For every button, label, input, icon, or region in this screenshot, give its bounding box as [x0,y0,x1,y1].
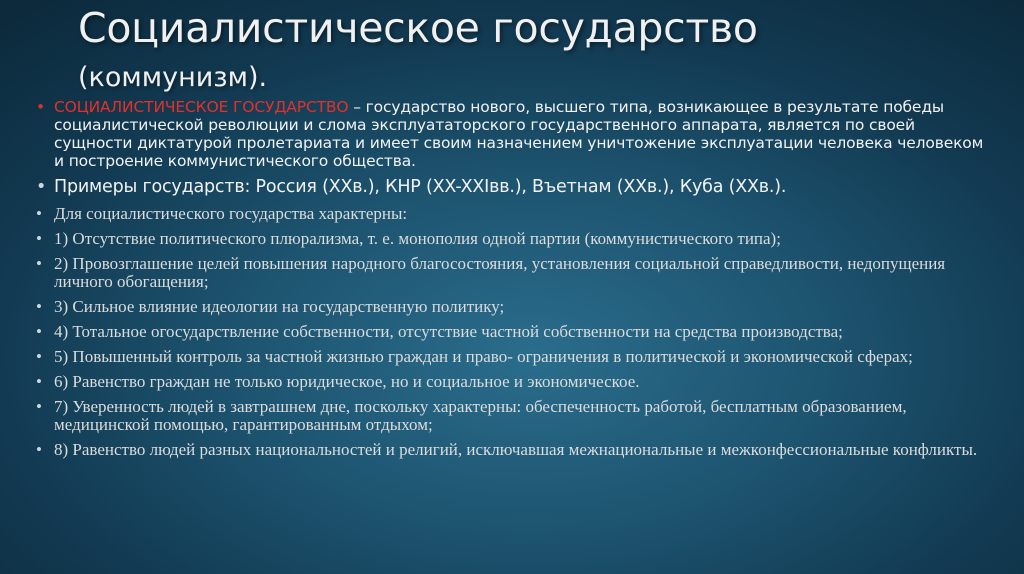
feature-item-1 [36,230,986,248]
feature-text: 8) Равенство людей разных национальностей и религий, исключавшая межнациональные и межконфессиональные конфликты. [54,440,978,459]
bullet-marker: • [36,322,42,341]
feature-item-5 [36,348,986,366]
feature-text: 6) Равенство граждан не только юридическое, но и социальное и экономическое. [54,372,640,391]
slide-title [78,6,758,93]
feature-item-4 [36,323,986,341]
bullet-list [36,98,986,459]
feature-item-6 [36,373,986,391]
bullet-marker: • [36,440,42,459]
feature-item-7 [36,398,986,434]
feature-text: 4) Тотальное огосударствление собственности, отсутствие частной собственности на средства производства; [54,322,843,341]
bullet-marker: • [36,229,42,248]
bullet-marker: • [36,98,45,116]
bullet-marker: • [36,297,42,316]
bullet-marker: • [36,177,47,197]
bullet-marker: • [36,397,42,416]
feature-text: 7) Уверенность людей в завтрашнем дне, поскольку характерны: обеспеченность работой, бесплатным образованием, медицинской помощью, гарантированным отдыхом; [54,397,907,434]
features-intro-bullet [36,205,986,223]
feature-text: 2) Провозглашение целей повышения народного благосостояния, установления социальной справедливости, недопущения личного обогащения; [54,254,946,291]
bullet-marker: • [36,204,42,223]
feature-item-3 [36,298,986,316]
feature-item-8 [36,441,986,459]
title-subtitle: (коммунизм). [78,62,268,94]
definition-bullet [36,98,986,170]
bullet-marker: • [36,347,42,366]
definition-term: СОЦИАЛИСТИЧЕСКОЕ ГОСУДАРСТВО [54,98,349,116]
examples-text: Примеры государств: Россия (XXв.), КНР (XX-XXIвв.), Въетнам (XXв.), Куба (XXв.). [54,177,787,197]
features-intro-text: Для социалистического государства характерны: [54,204,408,223]
feature-text: 3) Сильное влияние идеологии на государственную политику; [54,297,505,316]
title-main: Социалистическое государство [78,4,758,52]
feature-text: 1) Отсутствие политического плюрализма, т. е. монополия одной партии (коммунистического типа); [54,229,781,248]
bullet-marker: • [36,254,42,273]
feature-text: 5) Повышенный контроль за частной жизнью граждан и право- ограничения в политической и экономической сферах; [54,347,913,366]
feature-item-2 [36,255,986,291]
bullet-marker: • [36,372,42,391]
examples-bullet [36,176,986,198]
definition-text: – государство нового, высшего типа, возникающее в результате победы социалистической революции и слома эксплуататорского государственного аппарата, является по своей сущности диктатурой пролетариата и имеет своим назначением уничтожение эксплуатации человека человеком и построение коммунистического общества. [54,98,984,170]
